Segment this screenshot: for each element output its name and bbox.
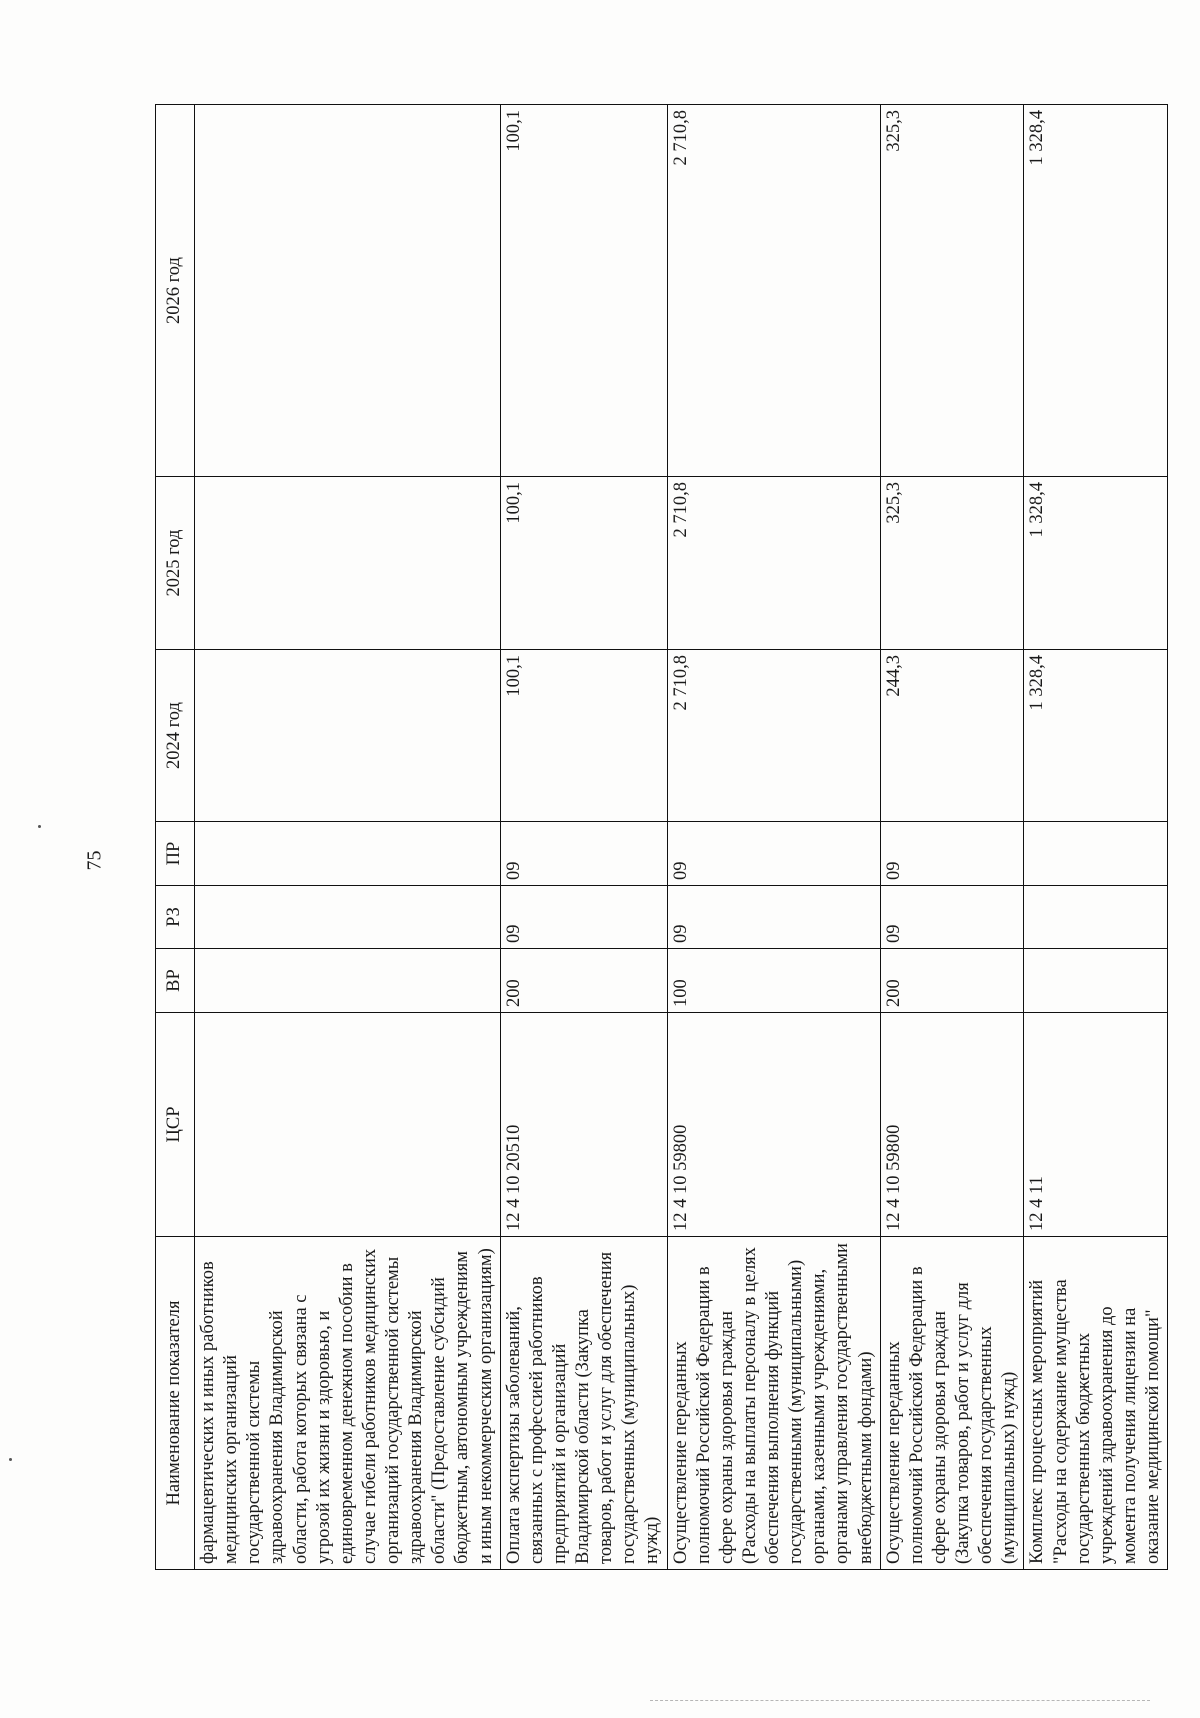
header-vr: ВР bbox=[156, 949, 195, 1013]
header-2024: 2024 год bbox=[156, 650, 195, 822]
row-rz bbox=[1024, 886, 1168, 949]
row-2026: 100,1 bbox=[500, 105, 667, 477]
budget-table-rotated bbox=[155, 105, 1163, 1570]
row-csr: 12 4 10 59800 bbox=[667, 1013, 880, 1237]
table-row bbox=[880, 105, 1024, 1570]
scan-speck bbox=[38, 825, 41, 828]
row-2025: 100,1 bbox=[500, 477, 667, 650]
row-pr bbox=[195, 822, 501, 886]
row-vr bbox=[1024, 949, 1168, 1013]
row-pr: 09 bbox=[880, 822, 1024, 886]
row-csr: 12 4 11 bbox=[1024, 1013, 1168, 1237]
row-rz: 09 bbox=[880, 886, 1024, 949]
row-pr bbox=[1024, 822, 1168, 886]
row-vr bbox=[195, 949, 501, 1013]
row-2025: 1 328,4 bbox=[1024, 477, 1168, 650]
row-rz bbox=[195, 886, 501, 949]
row-pr: 09 bbox=[667, 822, 880, 886]
row-2026: 2 710,8 bbox=[667, 105, 880, 477]
scan-speck bbox=[9, 1458, 12, 1461]
row-2025 bbox=[195, 477, 501, 650]
table-row bbox=[667, 105, 880, 1570]
row-name: Оплата экспертизы заболеваний, связанных с профессией работников предприятий и организаций Владимирской области (Закупка товаров, работ и услуг для обеспечения государственных (муниципальных) нужд) bbox=[500, 1237, 667, 1570]
row-pr: 09 bbox=[500, 822, 667, 886]
row-vr: 200 bbox=[880, 949, 1024, 1013]
header-2025: 2025 год bbox=[156, 477, 195, 650]
row-2024: 100,1 bbox=[500, 650, 667, 822]
header-name: Наименование показателя bbox=[156, 1237, 195, 1570]
row-2024 bbox=[195, 650, 501, 822]
table-row bbox=[195, 105, 501, 1570]
header-pr: ПР bbox=[156, 822, 195, 886]
header-2026: 2026 год bbox=[156, 105, 195, 477]
row-csr: 12 4 10 20510 bbox=[500, 1013, 667, 1237]
row-2026: 1 328,4 bbox=[1024, 105, 1168, 477]
row-rz: 09 bbox=[667, 886, 880, 949]
page-number: 75 bbox=[83, 850, 106, 871]
budget-table bbox=[155, 104, 1168, 1570]
header-row bbox=[156, 105, 195, 1570]
row-2024: 1 328,4 bbox=[1024, 650, 1168, 822]
row-vr: 200 bbox=[500, 949, 667, 1013]
row-vr: 100 bbox=[667, 949, 880, 1013]
row-name: фармацевтических и иных работников медицинских организаций государственной системы здравоохранения Владимирской области, работа которых связана с угрозой их жизни и здоровью, и единовременном денежном пособии в случае гибели работников медицинских организаций государственной системы здравоохранения Владимирской области" (Предоставление субсидий бюджетным, автономным учреждениям и иным некоммерческим организациям) bbox=[195, 1237, 501, 1570]
row-2025: 325,3 bbox=[880, 477, 1024, 650]
row-2026 bbox=[195, 105, 501, 477]
row-2024: 244,3 bbox=[880, 650, 1024, 822]
row-name: Комплекс процессных мероприятий "Расходы на содержание имущества государственных бюджетных учреждений здравоохранения до момента получения лицензии на оказание медицинской помощи" bbox=[1024, 1237, 1168, 1570]
row-csr bbox=[195, 1013, 501, 1237]
row-rz: 09 bbox=[500, 886, 667, 949]
scan-edge-marks bbox=[650, 1700, 1150, 1705]
row-2025: 2 710,8 bbox=[667, 477, 880, 650]
row-name: Осуществление переданных полномочий Российской Федерации в сфере охраны здоровья граждан (Расходы на выплаты персоналу в целях обеспечения выполнения функций государственными (муниципальными) органами, казенными учреждениями, органами управления государственными внебюджетными фондами) bbox=[667, 1237, 880, 1570]
header-csr: ЦСР bbox=[156, 1013, 195, 1237]
header-rz: РЗ bbox=[156, 886, 195, 949]
table-row bbox=[1024, 105, 1168, 1570]
row-csr: 12 4 10 59800 bbox=[880, 1013, 1024, 1237]
table-row bbox=[500, 105, 667, 1570]
row-2026: 325,3 bbox=[880, 105, 1024, 477]
row-name: Осуществление переданных полномочий Российской Федерации в сфере охраны здоровья граждан (Закупка товаров, работ и услуг для обеспечения государственных (муниципальных) нужд) bbox=[880, 1237, 1024, 1570]
row-2024: 2 710,8 bbox=[667, 650, 880, 822]
